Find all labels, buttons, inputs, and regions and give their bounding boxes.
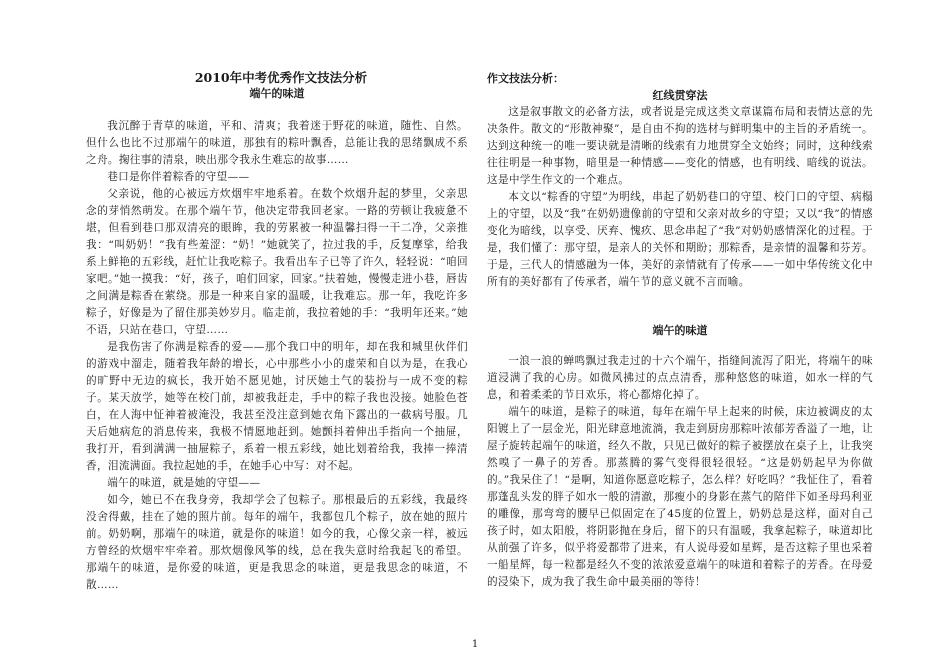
analysis-paragraph: 这是叙事散文的必备方法，或者说是完成这类文章谋篇布局和表情达意的先决条件。散文的“形散神聚”，是自由不拘的选材与鲜明集中的主旨的矛盾统一。达到这种统一的唯一要诀就是清晰的线索有力地贯穿全文始终；同时，这种线索往往明是一种事物，暗里是一种情感——变化的情感，也有明线、暗线的说法。这是中学生作文的一个难点。: [487, 106, 873, 186]
second-essay-title: 端午的味道: [652, 324, 708, 337]
page-number: 1: [471, 639, 479, 650]
essay-paragraph: 是我伤害了你满是粽香的爱——那个我口中的明年，却在我和城里伙伴们的游戏中溜走，随着我年龄的增长，心中那些小小的虚荣和自以为是，在我心的旷野中无边的疯长，我开始不愿见她，讨厌她土气的装扮与一成不变的粽子。某天放学，她等在校门前，却被我赶走，手中的粽子我也没接。她脸色苍白，在人海中怔神着被淹没，我甚至没注意到她衣角下露出的一截病号服。几天后她病危的消息传来，我极不情愿地赶到。她颤抖着伸出手指向一个抽屉，我打开，看到满满一抽屉粽子，系着一根五彩线，她比划着给我，我捧一捧清香，泪流满面。我拉起她的手，在她手心中写：对不起。: [86, 341, 468, 472]
essay-title: 端午的味道: [249, 87, 305, 100]
analysis-label: 作文技法分析：: [487, 72, 564, 85]
essay-paragraph: 一浪一浪的蝉鸣飘过我走过的十六个端午，指缝间流泻了阳光，将端午的味道浸满了我的心房。如微风拂过的点点清香，那种悠悠的味道，如水一样的气息，和着柔柔的节日欢乐，将心都熔化掉了。: [487, 355, 873, 401]
essay-paragraph: 端午的味道，是粽子的味道，每年在端午早上起来的时候，床边被调皮的太阳镀上了一层金光，阳光肆意地流淌，我走到厨房那粽叶浓郁芳香溢了一地，让屋子旋转起端午的味道，经久不散，只见已做好的粽子被摆放在桌子上，让我突然嗅了一鼻子的芳香。那蒸腾的雾气变得很轻很轻。“这是奶奶起早为你做的。”我呆住了！“是啊，知道你愿意吃粽子，怎么样？好吃吗？”我怔住了，看着那蓬乱头发的胖子如水一般的清澈，那瘦小的身影在蒸气的陪伴下如圣母玛利亚的雕像，那弯弯的腰早已似固定在了45度的位置上，奶奶总是这样，面对自己孩子时，如太阳般，将阴影抛在身后，留下的只有温暖，我拿起粽子，味道却比从前强了许多，似乎将爱都带了进来，有人说母爱如星辉，是否这粽子里也采着一船星辉，每一粒都是经久不变的浓浓爱意端午的味道和着粽子的芳香。在母爱的浸染下，成为我了我生命中最美丽的等待！: [487, 406, 873, 588]
document-title: 2010年中考优秀作文技法分析: [194, 70, 368, 85]
essay-paragraph: 端午的味道，就是她的守望——: [107, 477, 261, 489]
right-column: [487, 70, 873, 591]
essay-paragraph: 如今，她已不在我身旁，我却学会了包粽子。那根最后的五彩线，我最终没舍得戴，挂在了她的照片前。每年的端午，我都包几个粽子，放在她的照片前。奶奶啊，那端午的味道，就是你的味道！如今的我，心像父亲一样，被远方曾经的炊烟牢牢牵着。那炊烟像风筝的线，总在我失意时给我起飞的希望。那端午的味道，是你爱的味道，更是我思念的味道，更是我思念的味道，不散……: [86, 494, 468, 591]
essay-paragraph: 巷口是你伴着粽香的守望——: [107, 171, 250, 183]
essay-paragraph: 我沉醉于青草的味道，平和、清爽；我着迷于野花的味道，随性、自然。但什么也比不过那端午的味道，那独有的粽叶飘香，总能让我的思绪飘成不系之舟。掬往事的清泉，映出那令我永生难忘的故事……: [86, 120, 468, 166]
analysis-paragraph: 本文以“粽香的守望”为明线，串起了奶奶巷口的守望、校门口的守望、病榻上的守望，以及“我”在奶奶遗像前的守望和父亲对故乡的守望；又以“我”的情感变化为暗线，以享受、厌弃、愧疚、思念串起了“我”对奶奶感情深化的过程。于是，我们懂了：那守望，是亲人的关怀和期盼；那粽香，是亲情的温馨和芬芳。于是，三代人的情感融为一体，美好的亲情就有了传承——一如中华传统文化中所有的美好都有了传承者，端午节的意义就不言而喻。: [487, 191, 873, 288]
left-column: [86, 70, 468, 594]
essay-paragraph: 父亲说，他的心被远方炊烟牢牢地系着。在数个炊烟升起的梦里，父亲思念的芽悄然萌发。在那个端午节，他决定带我回老家。一路的劳顿让我疲惫不堪，但看到巷口那双清亮的眼眸，我的劳累被一种温馨扫得一干二净，父亲推我：“叫奶奶！”我有些羞涩：“奶！”她就笑了，拉过我的手，反复摩挲，给我系上鲜艳的五彩线，赶忙让我吃粽子。我看出车子已等了许久，轻轻说：“咱回家吧。”她一摸我：“好，孩子，咱们回家，回家。”扶着她，慢慢走进小巷，唇齿之间满是粽香在萦绕。那是一种来自家的温暖，让我难忘。那一年，我吃许多粽子，好像是为了留住那美妙岁月。临走前，我拉着她的手：“我明年还来。”她不语，只站在巷口，守望……: [86, 188, 468, 336]
technique-heading: 红线贯穿法: [652, 89, 708, 102]
